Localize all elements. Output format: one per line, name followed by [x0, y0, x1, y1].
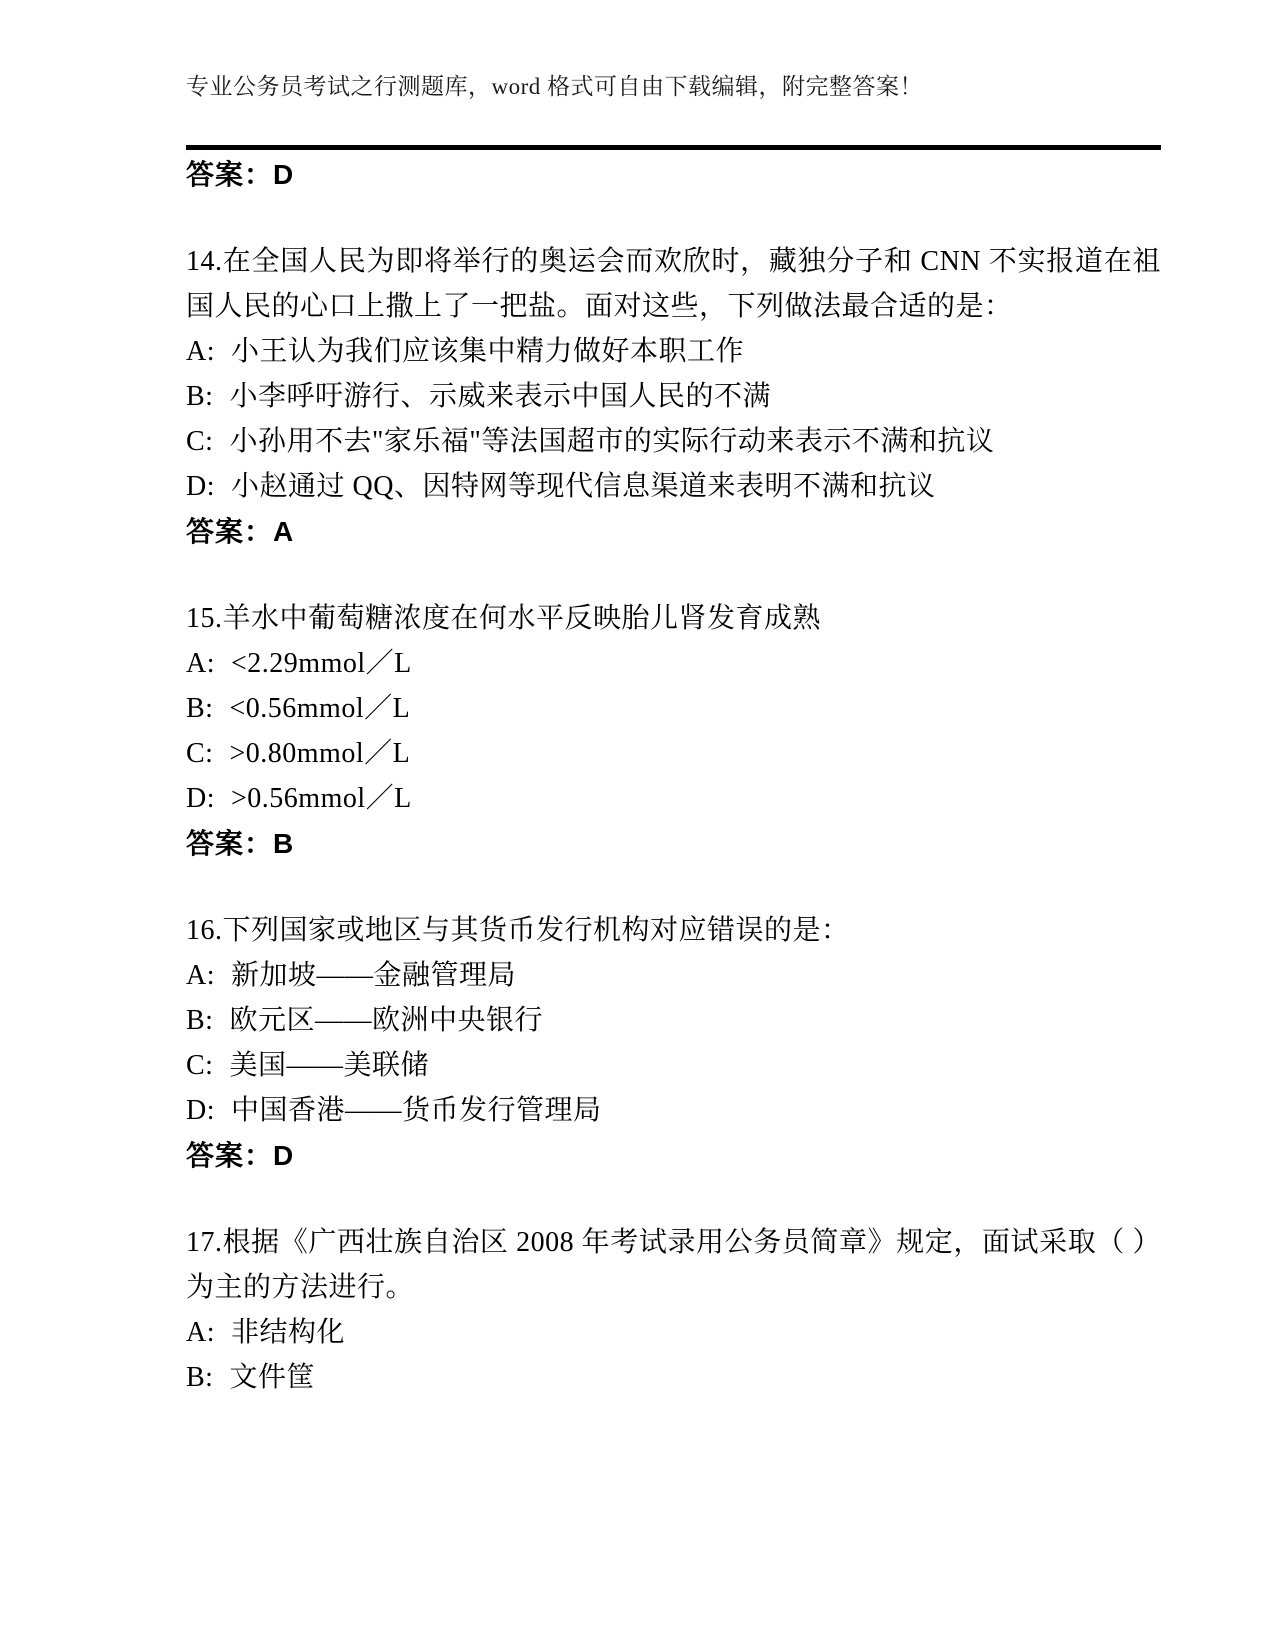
question-text: 羊水中葡萄糖浓度在何水平反映胎儿肾发育成熟	[222, 603, 822, 634]
option-c	[186, 419, 1161, 464]
option-label: C:	[186, 738, 214, 769]
option-b	[186, 998, 1161, 1043]
answer-label: 答案：	[186, 159, 274, 190]
answer-value: A	[273, 516, 295, 547]
option-text: 小王认为我们应该集中精力做好本职工作	[231, 336, 745, 367]
option-text: <2.29mmol／L	[231, 648, 412, 679]
answer-value: B	[273, 828, 295, 859]
question-15	[186, 596, 1161, 866]
option-label: B:	[186, 381, 214, 412]
option-d	[186, 776, 1161, 821]
answer-value: D	[273, 1140, 295, 1171]
option-label: B:	[186, 1362, 214, 1393]
question-number: 17.	[186, 1227, 223, 1258]
option-b	[186, 686, 1161, 731]
option-label: D:	[186, 1095, 215, 1126]
option-text: >0.80mmol／L	[229, 738, 411, 769]
option-c	[186, 731, 1161, 776]
option-label: D:	[186, 471, 215, 502]
question-number: 14.	[186, 246, 223, 277]
option-text: 小赵通过 QQ、因特网等现代信息渠道来表明不满和抗议	[231, 471, 936, 502]
option-text: >0.56mmol／L	[231, 783, 412, 814]
option-label: D:	[186, 783, 215, 814]
option-text: 中国香港——货币发行管理局	[231, 1095, 602, 1126]
option-b	[186, 374, 1161, 419]
option-label: A:	[186, 336, 215, 367]
option-a	[186, 641, 1161, 686]
question-number: 16.	[186, 915, 223, 946]
option-label: C:	[186, 426, 214, 457]
header-divider-rule	[186, 145, 1161, 150]
question-stem	[186, 1220, 1161, 1310]
option-label: A:	[186, 1317, 215, 1348]
option-text: <0.56mmol／L	[229, 693, 411, 724]
question-text: 根据《广西壮族自治区 2008 年考试录用公务员简章》规定，面试采取（ ）为主的方法进行。	[186, 1227, 1161, 1303]
document-header-text: 专业公务员考试之行测题库，word 格式可自由下载编辑，附完整答案！	[186, 74, 924, 99]
option-a	[186, 953, 1161, 998]
answer-label: 答案：	[186, 516, 274, 547]
option-label: A:	[186, 960, 215, 991]
option-d	[186, 1088, 1161, 1133]
question-stem	[186, 239, 1161, 329]
option-label: C:	[186, 1050, 214, 1081]
option-text: 欧元区——欧洲中央银行	[229, 1005, 543, 1036]
question-17	[186, 1220, 1161, 1400]
option-label: A:	[186, 648, 215, 679]
answer-line	[186, 509, 1161, 554]
question-stem	[186, 596, 1161, 641]
answer-line	[186, 1133, 1161, 1178]
option-a	[186, 329, 1161, 374]
option-a	[186, 1310, 1161, 1355]
option-d	[186, 464, 1161, 509]
question-text: 下列国家或地区与其货币发行机构对应错误的是：	[222, 915, 850, 946]
carryover-answer-line	[186, 152, 1161, 197]
answer-line	[186, 821, 1161, 866]
option-text: 文件筐	[229, 1362, 315, 1393]
answer-label: 答案：	[186, 828, 274, 859]
question-text: 在全国人民为即将举行的奥运会而欢欣时，藏独分子和 CNN 不实报道在祖国人民的心口上撒上了一把盐。面对这些，下列做法最合适的是：	[186, 246, 1161, 322]
question-16	[186, 908, 1161, 1178]
answer-label: 答案：	[186, 1140, 274, 1171]
option-text: 美国——美联储	[229, 1050, 429, 1081]
option-text: 小孙用不去"家乐福"等法国超市的实际行动来表示不满和抗议	[229, 426, 995, 457]
question-14	[186, 239, 1161, 554]
question-number: 15.	[186, 603, 223, 634]
answer-value: D	[273, 159, 295, 190]
option-text: 新加坡——金融管理局	[231, 960, 517, 991]
question-stem	[186, 908, 1161, 953]
option-c	[186, 1043, 1161, 1088]
option-label: B:	[186, 693, 214, 724]
option-b	[186, 1355, 1161, 1400]
option-text: 小李呼吁游行、示威来表示中国人民的不满	[229, 381, 771, 412]
option-label: B:	[186, 1005, 214, 1036]
option-text: 非结构化	[231, 1317, 346, 1348]
